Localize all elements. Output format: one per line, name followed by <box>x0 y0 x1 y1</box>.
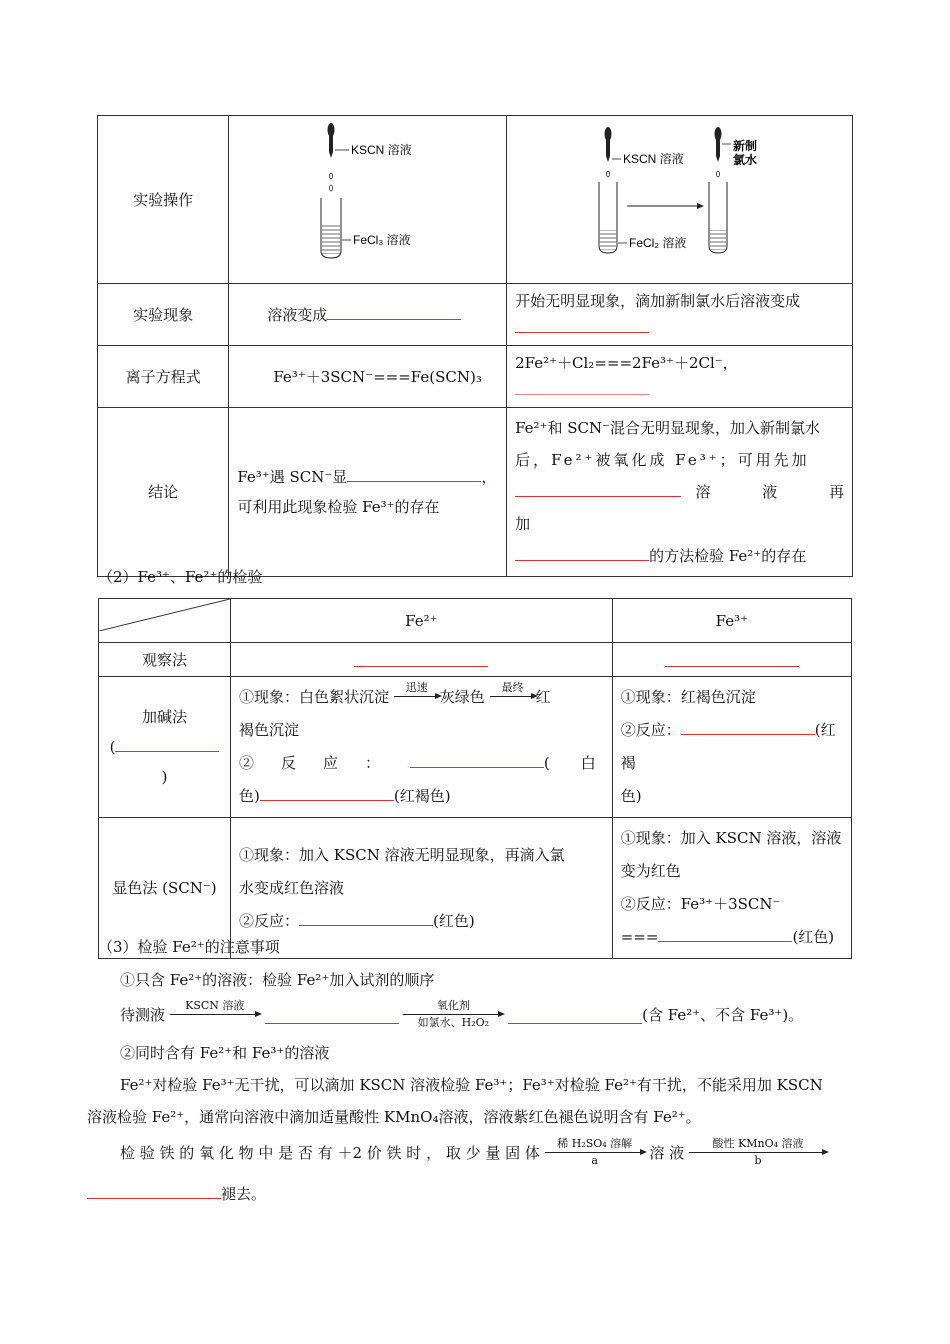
base-fe2-1: ①现象：白色絮状沉淀 <box>239 688 390 706</box>
answer-blank[interactable] <box>410 749 544 768</box>
phenom-left-cell <box>229 284 507 346</box>
diagonal-line <box>99 599 230 631</box>
answer-blank[interactable] <box>681 716 815 735</box>
para-3a: 检 验 铁 的 氧 化 物 中 是 否 有 ＋2 价 铁 时 ， 取 少 量 固 体 <box>120 1144 540 1162</box>
phenom-right-text: 开始无明显现象，滴加新制氯水后溶液变成 <box>515 292 801 310</box>
concl-left-2: 可利用此现象检验 Fe³⁺的存在 <box>237 498 440 516</box>
color-fe2-cell <box>231 818 613 959</box>
answer-blank[interactable] <box>327 301 461 320</box>
line-start: 待测液 <box>120 1006 166 1024</box>
row-label-operation: 实验操作 <box>98 116 229 284</box>
arrow-label: 迅速 <box>405 680 428 694</box>
color-fe3-cell <box>612 818 851 959</box>
base-fe3-cell <box>612 677 851 818</box>
row-color: 显色法 (SCN⁻) <box>99 818 231 959</box>
para-1: Fe²⁺对检验 Fe³⁺无干扰，可以滴加 KSCN 溶液检验 Fe³⁺；Fe³⁺对检验 Fe²⁺有干扰，不能采用加 KSCN <box>120 1076 823 1094</box>
test-tube-figure-left <box>229 116 505 272</box>
row-base-cell <box>99 677 231 818</box>
section2-title: （2）Fe³⁺、Fe²⁺的检验 <box>98 568 263 586</box>
answer-blank[interactable] <box>265 1005 399 1024</box>
observe-fe2-cell <box>231 643 613 677</box>
para-3b: 溶 液 <box>649 1144 685 1162</box>
answer-blank[interactable] <box>115 733 219 752</box>
diagonal-header-cell <box>99 599 231 643</box>
head-fe2: Fe²⁺ <box>231 599 613 643</box>
arrow-sublabel: a <box>591 1154 598 1167</box>
concl-left-1: Fe³⁺遇 SCN⁻显 <box>237 468 348 486</box>
label-chlorine-b: 氯水 <box>733 153 758 167</box>
arrow-kmno4 <box>689 1138 827 1167</box>
label-kscn-right: KSCN 溶液 <box>623 152 684 166</box>
label-fecl2: FeCl₂ 溶液 <box>629 236 687 250</box>
concl-right-2: 后，Fe²⁺被氧化成 Fe³⁺；可用先加 <box>515 451 810 469</box>
answer-blank[interactable] <box>299 907 433 926</box>
base-fe2-2: 褐色沉淀 <box>239 721 300 739</box>
para-4-line <box>87 1180 266 1204</box>
label-kscn: KSCN 溶液 <box>351 143 413 157</box>
para-2: 溶液检验 Fe²⁺，通常向溶液中滴加适量酸性 KMnO₄溶液，溶液紫红色褪色说明含有 Fe²⁺。 <box>87 1108 701 1126</box>
base-fe3-2b: (红褐 <box>620 721 836 772</box>
base-fe2-3b: ( 白 <box>543 754 604 772</box>
paren: ) <box>161 768 168 786</box>
arrow-h2so4 <box>545 1138 645 1167</box>
arrow-label: 酸性 KMnO₄ 溶液 <box>712 1137 804 1150</box>
answer-blank[interactable] <box>658 923 792 942</box>
color-fe2-1: ①现象：加入 KSCN 溶液无明显现象，再滴入氯 <box>239 845 565 864</box>
color-fe3-4b: (红色) <box>792 928 835 946</box>
label-fecl3: FeCl₃ 溶液 <box>353 233 411 247</box>
base-fe3-1: ①现象：红褐色沉淀 <box>620 688 756 706</box>
arrow-oxidant <box>403 1000 503 1029</box>
arrow-label: 最终 <box>501 680 524 694</box>
observe-fe3-cell <box>612 643 851 677</box>
equation-right-cell <box>507 346 853 408</box>
oxide-test-line <box>120 1138 827 1167</box>
paren: ( <box>109 738 116 756</box>
answer-blank[interactable] <box>354 648 488 667</box>
answer-blank[interactable] <box>665 648 799 667</box>
row-base: 加碱法 <box>141 708 187 726</box>
color-fe2-2: 水变成红色溶液 <box>239 878 345 897</box>
head-fe3: Fe³⁺ <box>612 599 851 643</box>
phenom-right-cell <box>507 284 853 346</box>
row-label-conclusion: 结论 <box>98 408 229 577</box>
row-label-phenomenon: 实验现象 <box>98 284 229 346</box>
answer-blank[interactable] <box>515 376 649 395</box>
section3-item2: ②同时含有 Fe²⁺和 Fe³⁺的溶液 <box>120 1044 330 1062</box>
ion-test-table <box>98 598 852 959</box>
answer-blank[interactable] <box>260 782 394 801</box>
line-end: (含 Fe²⁺、不含 Fe³⁺)。 <box>642 1006 804 1024</box>
test-tube-figure-right <box>507 116 851 272</box>
figure-right-cell <box>507 116 853 284</box>
section3-title: （3）检验 Fe²⁺的注意事项 <box>98 938 280 956</box>
answer-blank[interactable] <box>87 1180 221 1199</box>
arrow-label: 稀 H₂SO₄ 溶解 <box>557 1137 633 1150</box>
figure-left-cell <box>229 116 507 284</box>
arrow-quick <box>394 682 440 699</box>
concl-right-3: 溶 液 再 加 <box>515 483 844 533</box>
arrow-kscn <box>170 1000 260 1029</box>
row-label-equation: 离子方程式 <box>98 346 229 408</box>
equation-left: Fe³⁺＋3SCN⁻===Fe(SCN)₃ <box>229 346 507 408</box>
arrow-label: KSCN 溶液 <box>185 999 245 1012</box>
para-4: 褪去。 <box>221 1185 267 1203</box>
section3-item1: ①只含 Fe²⁺的溶液：检验 Fe²⁺加入试剂的顺序 <box>120 971 435 989</box>
concl-right-1: Fe²⁺和 SCN⁻混合无明显现象，加入新制氯水 <box>515 419 821 437</box>
equation-right-text: 2Fe²⁺＋Cl₂===2Fe³⁺＋2Cl⁻， <box>515 354 738 372</box>
color-fe2-3b: (红色) <box>433 911 475 930</box>
color-fe2-3: ②反应： <box>239 911 300 930</box>
arrow-label: 氧化剂 <box>436 999 470 1012</box>
conclusion-right-cell <box>507 408 853 577</box>
phenom-left-text: 溶液变成 <box>267 305 328 324</box>
experiment-table <box>97 115 853 577</box>
base-fe2-1c: 红 <box>535 688 551 706</box>
color-fe3-2: 变为红色 <box>620 862 681 880</box>
comma: ， <box>481 468 497 486</box>
base-fe2-4a: 色) <box>239 787 260 805</box>
answer-blank[interactable] <box>515 314 649 333</box>
arrow-sublabel: b <box>754 1154 762 1167</box>
base-fe2-1b: 灰绿色 <box>439 688 485 706</box>
arrow-final <box>490 682 536 699</box>
arrow-sublabel: 如氯水、H₂O₂ <box>417 1016 490 1029</box>
base-fe2-3: ② 反 应 ： <box>239 754 387 772</box>
conclusion-left-cell <box>229 408 507 577</box>
reagent-order-line <box>120 1000 803 1029</box>
answer-blank[interactable] <box>508 1005 642 1024</box>
color-fe3-4a: === <box>620 928 659 946</box>
color-fe3-3: ②反应：Fe³⁺＋3SCN⁻ <box>620 895 781 913</box>
base-fe2-cell <box>231 677 613 818</box>
label-chlorine-a: 新制 <box>733 139 758 153</box>
base-fe3-3: 色) <box>620 787 642 805</box>
color-fe3-1: ①现象：加入 KSCN 溶液，溶液 <box>620 829 842 847</box>
answer-blank[interactable] <box>515 542 649 561</box>
answer-blank[interactable] <box>515 478 681 497</box>
base-fe2-4b: (红褐色) <box>393 787 451 805</box>
row-observe: 观察法 <box>99 643 231 677</box>
base-fe3-2: ②反应： <box>620 721 681 739</box>
concl-right-4: 的方法检验 Fe²⁺的存在 <box>649 547 807 565</box>
answer-blank[interactable] <box>347 463 481 482</box>
